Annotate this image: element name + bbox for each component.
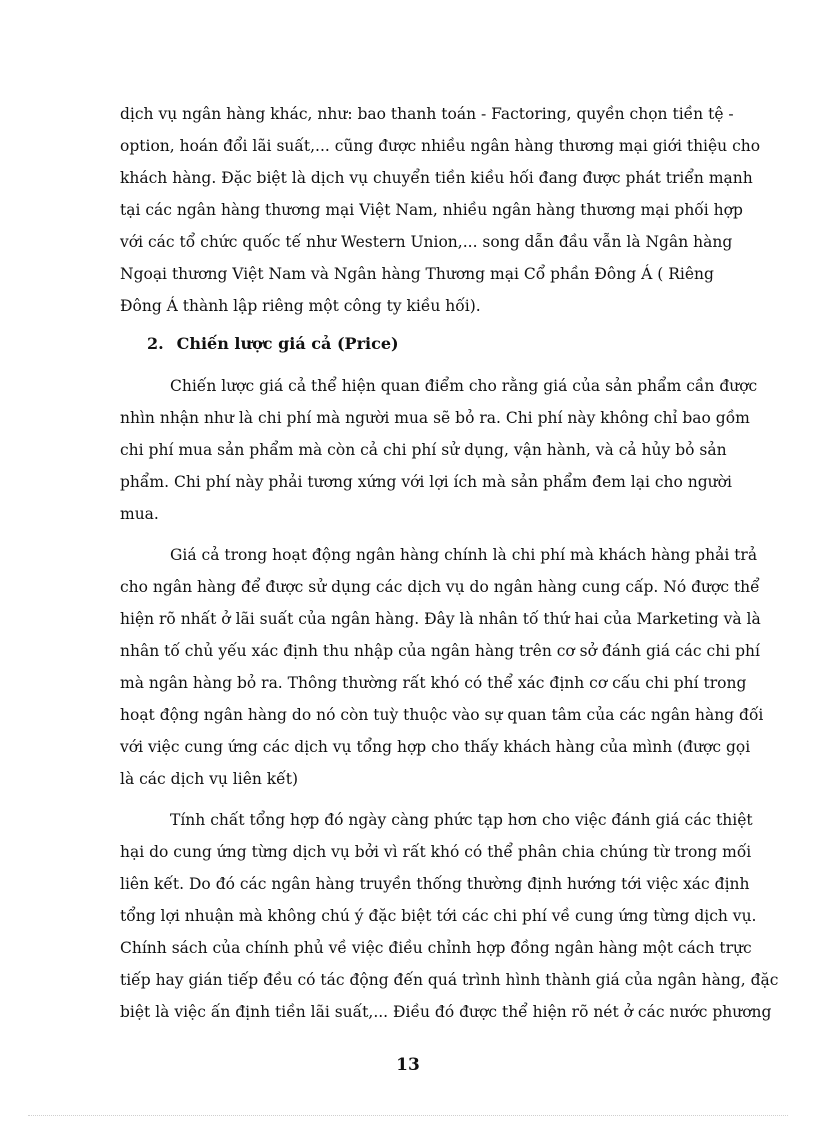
text-line: Tính chất tổng hợp đó ngày càng phức tạp hơn cho việc đánh giá các thiệt [170,811,753,829]
page-number: 13 [396,1055,420,1075]
section-title: Chiến lược giá cả (Price) [176,334,399,353]
text-line: Giá cả trong hoạt động ngân hàng chính là chi phí mà khách hàng phải trả [170,546,758,564]
text-line: với việc cung ứng các dịch vụ tổng hợp cho thấy khách hàng của mình (được gọi [120,738,751,756]
section-number: 2. [147,334,164,353]
text-line: nhìn nhận như là chi phí mà người mua sẽ bỏ ra. Chi phí này không chỉ bao gồm [120,409,750,427]
text-line: là các dịch vụ liên kết) [120,770,298,788]
text-line: mà ngân hàng bỏ ra. Thông thường rất khó có thể xác định cơ cấu chi phí trong [120,674,747,692]
text-line: với các tổ chức quốc tế như Western Union,... song dẫn đầu vẫn là Ngân hàng [120,233,733,251]
section-heading [147,334,399,354]
text-line: tại các ngân hàng thương mại Việt Nam, nhiều ngân hàng thương mại phối hợp [120,201,743,219]
text-line: dịch vụ ngân hàng khác, như: bao thanh toán - Factoring, quyền chọn tiền tệ - [120,105,734,123]
text-line: liên kết. Do đó các ngân hàng truyền thống thường định hướng tới việc xác định [120,875,750,893]
text-line: Đông Á thành lập riêng một công ty kiều hối). [120,297,481,315]
text-line: hiện rõ nhất ở lãi suất của ngân hàng. Đây là nhân tố thứ hai của Marketing và là [120,610,761,628]
text-line: tổng lợi nhuận mà không chú ý đặc biệt tới các chi phí về cung ứng từng dịch vụ. [120,907,757,925]
text-line: cho ngân hàng để được sử dụng các dịch vụ do ngân hàng cung cấp. Nó được thể [120,578,760,596]
text-line: mua. [120,505,159,523]
text-line: biệt là việc ấn định tiền lãi suất,... Điều đó được thể hiện rõ nét ở các nước phương [120,1003,772,1021]
text-line: chi phí mua sản phẩm mà còn cả chi phí sử dụng, vận hành, và cả hủy bỏ sản [120,441,727,459]
text-line: hoạt động ngân hàng do nó còn tuỳ thuộc vào sự quan tâm của các ngân hàng đối [120,706,764,724]
text-line: Ngoại thương Việt Nam và Ngân hàng Thương mại Cổ phần Đông Á ( Riêng [120,265,714,283]
text-line: Chính sách của chính phủ về việc điều chỉnh hợp đồng ngân hàng một cách trực [120,939,752,957]
text-line: nhân tố chủ yếu xác định thu nhập của ngân hàng trên cơ sở đánh giá các chi phí [120,642,760,660]
text-line: phẩm. Chi phí này phải tương xứng với lợi ích mà sản phẩm đem lại cho người [120,473,732,491]
text-line: option, hoán đổi lãi suất,... cũng được nhiều ngân hàng thương mại giới thiệu cho [120,137,761,155]
text-line: Chiến lược giá cả thể hiện quan điểm cho rằng giá của sản phẩm cần được [170,377,758,395]
footer-divider [28,1115,788,1116]
text-line: khách hàng. Đặc biệt là dịch vụ chuyển tiền kiều hối đang được phát triển mạnh [120,169,753,187]
text-line: tiếp hay gián tiếp đều có tác động đến quá trình hình thành giá của ngân hàng, đặc [120,971,779,989]
text-line: hại do cung ứng từng dịch vụ bởi vì rất khó có thể phân chia chúng từ trong mối [120,843,752,861]
